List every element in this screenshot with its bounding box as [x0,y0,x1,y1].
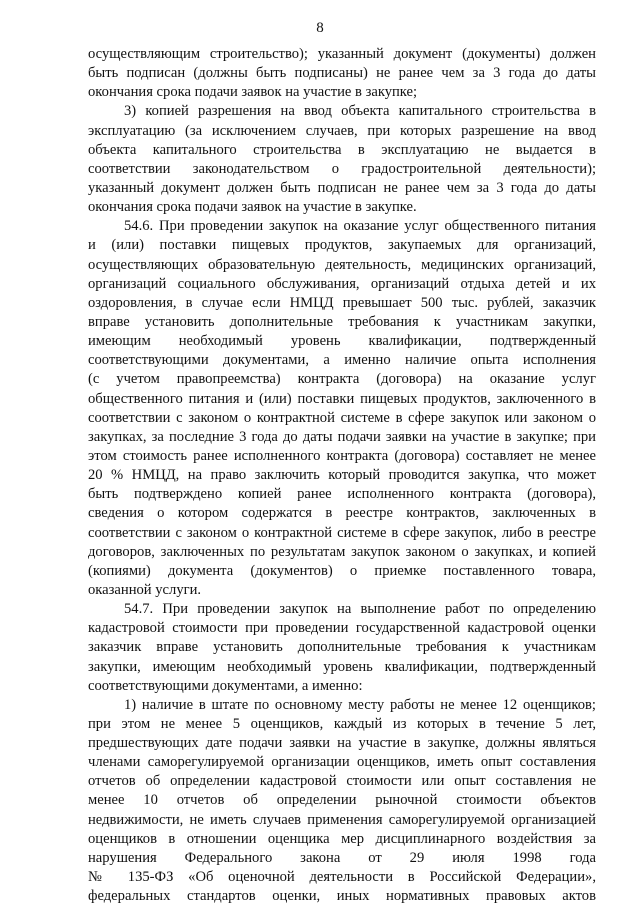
text-line: заказчик вправе установить дополнительные требования к участникам [88,639,596,656]
text-line: сведения о котором содержатся в реестре контрактов, заключенных в [88,505,596,522]
text-line: 54.6. При проведении закупок на оказание услуг общественного питания [124,218,596,235]
text-line: окончания срока подачи заявок на участие в закупке; [88,84,418,101]
text-line: договоров, заключенных по результатам закупок законом о закупках, и копией [88,543,596,560]
text-line: соответствии законодательством о градостроительной деятельности); [88,160,596,177]
text-line: соответствии с законом о контрактной системе в сфере закупок, либо в реестре [88,524,596,541]
text-line: быть подтверждено копией ранее исполненного контракта (договора), [88,486,596,503]
text-line: указанный документ должен быть подписан не ранее чем за 3 года до даты [88,179,596,196]
text-line: имеющим необходимый уровень квалификации, подтвержденный [88,333,596,350]
text-line: № 135-ФЗ «Об оценочной деятельности в Российской Федерации», [88,869,596,886]
text-line: 1) наличие в штате по основному месту работы не менее 12 оценщиков; [124,696,596,713]
text-line: при этом не менее 5 оценщиков, каждый из которых в течение 5 лет, [88,715,596,732]
text-line: осуществляющих образовательную деятельность, медицинских организаций, [88,256,596,273]
document-body [88,45,596,906]
text-line: недвижимости, не иметь случаев применения саморегулируемой организацией [88,811,596,828]
page-number: 8 [316,20,324,36]
text-line: эксплуатацию (за исключением случаев, при которых разрешение на ввод [88,122,596,139]
text-line: 54.7. При проведении закупок на выполнение работ по определению [124,601,596,618]
text-line: быть подписан (должны быть подписаны) не ранее чем за 3 года до даты [88,65,596,82]
text-line: членами саморегулируемой организации оценщиков, иметь опыт составления [88,754,596,771]
text-line: осуществляющим строительство); указанный документ (документы) должен [88,46,596,62]
text-line: закупках, за последние 3 года до даты подачи заявки на участие в закупке; при [88,428,596,445]
text-line: (с учетом правопреемства) контракта (договора) на оказание услуг [88,371,596,388]
text-line: соответствующими документами, а именно: [88,677,363,694]
text-line: организаций социального обслуживания, организаций отдыха детей и их [88,275,596,292]
text-line: этом стоимость ранее исполненного контракта (договора) составляет не менее [88,447,596,464]
text-line: предшествующих дате подачи заявки на участие в закупке, должны являться [88,735,596,752]
text-line: соответствующими документами, а именно наличие опыта исполнения [88,352,596,369]
text-line: менее 10 отчетов об определении рыночной стоимости объектов [88,792,596,809]
text-line: оценщиков в отношении оценщика мер дисциплинарного воздействия за [88,830,596,847]
text-line: кадастровой стоимости при проведении государственной кадастровой оценки [88,620,596,637]
text-line: нарушения Федерального закона от 29 июля 1998 года [88,849,596,866]
text-line: общественного питания и (или) поставки пищевых продуктов, заключенного в [88,390,596,407]
text-line: и (или) поставки пищевых продуктов, закупаемых для организаций, [88,237,596,254]
text-line: федеральных стандартов оценки, иных нормативных правовых актов [88,888,596,905]
text-line: вправе установить дополнительные требования к участникам закупки, [88,313,596,330]
text-line: оздоровления, в случае если НМЦД превышает 500 тыс. рублей, заказчик [88,294,596,311]
text-line: (копиями) документа (документов) о приемке поставленного товара, [88,562,596,579]
text-line: закупки, имеющим необходимый уровень квалификации, подтвержденный [88,658,596,675]
text-line: соответствии с законом о контрактной системе в сфере закупок или законом о [88,409,596,426]
text-line: 20 % НМЦД, на право заключить который проводится закупка, что может [88,467,596,484]
text-line: окончания срока подачи заявок на участие в закупке. [88,199,417,216]
text-line: объекта капитального строительства в эксплуатацию не выдается в [88,141,596,158]
text-line: оказанной услуги. [88,581,202,598]
text-line: 3) копией разрешения на ввод объекта капитального строительства в [124,103,596,120]
text-line: отчетов об определении кадастровой стоимости или опыт составления не [88,773,596,790]
